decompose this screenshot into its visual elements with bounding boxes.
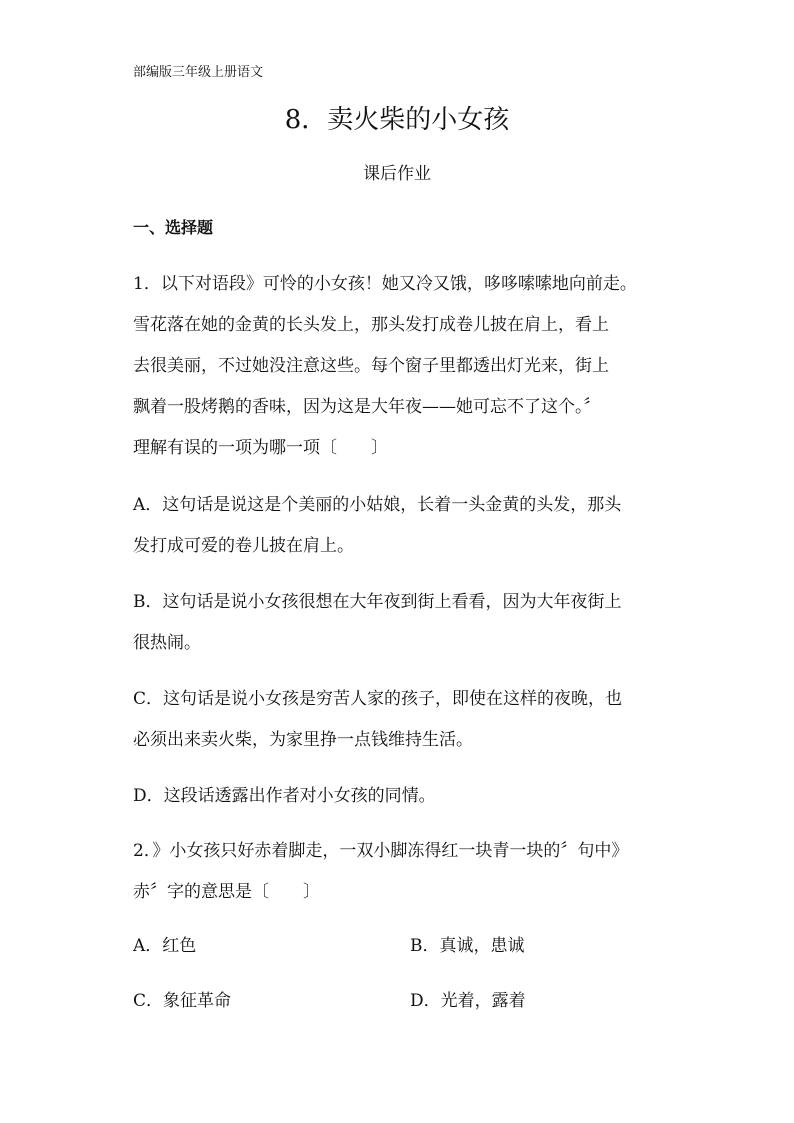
q1-option-d: D．这段话透露出作者对小女孩的同情。 [133,786,436,806]
document-header: 部编版三年级上册语文 [133,65,264,80]
q1-stem-line-3: 去很美丽，不过她没注意这些。每个窗子里都透出灯光来，街上 [133,356,609,376]
q2-option-d: D．光着，露着 [410,991,526,1011]
q2-stem-line-1: 2．》小女孩只好赤着脚走，一双小脚冻得红一块青一块的〞句中》 [133,841,629,861]
q1-stem-line-1: 1．以下对语段》可怜的小女孩！她又冷又饿，哆哆嗦嗦地向前走。 [133,274,637,294]
q1-option-a-line-2: 发打成可爱的卷儿披在肩上。 [133,536,354,556]
section-title: 一、选择题 [133,218,214,237]
q1-stem-line-5: 理解有误的一项为哪一项〔 〕 [133,438,388,458]
q2-stem-line-2: 赤〞字的意思是〔 〕 [133,882,320,902]
q1-stem-line-2: 雪花落在她的金黄的长头发上，那头发打成卷儿披在肩上，看上 [133,315,609,335]
lesson-title: 8．卖火柴的小女孩 [284,105,510,135]
q2-option-b: B．真诚，患诚 [410,936,525,956]
q1-stem-line-4: 飘着一股烤鹅的香味，因为这是大年夜——她可忘不了这个。〞 [133,397,601,417]
q1-option-c-line-1: C．这句话是说小女孩是穷苦人家的孩子，即使在这样的夜晚，也 [133,689,623,709]
q2-option-c: C．象征革命 [133,991,232,1011]
q2-option-a: A．红色 [133,936,197,956]
q1-option-c-line-2: 必须出来卖火柴，为家里挣一点钱维持生活。 [133,730,473,750]
lesson-subtitle: 课后作业 [363,164,431,184]
q1-option-b-line-2: 很热闹。 [133,633,201,653]
q1-option-b-line-1: B．这句话是说小女孩很想在大年夜到街上看看，因为大年夜街上 [133,592,622,612]
q1-option-a-line-1: A．这句话是说这是个美丽的小姑娘，长着一头金黄的头发，那头 [133,495,622,515]
